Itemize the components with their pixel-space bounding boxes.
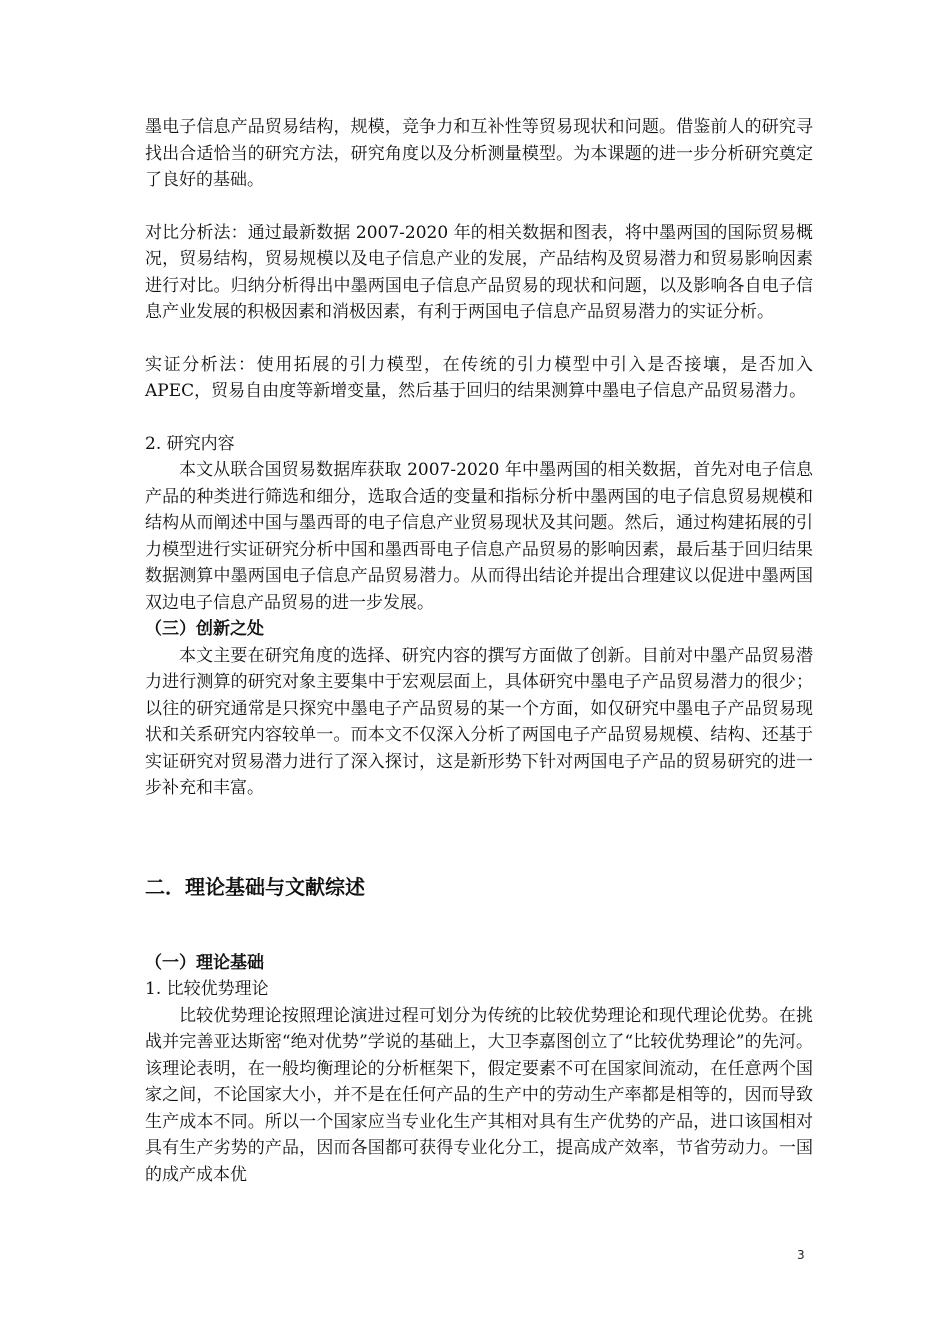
paragraph-comparative-analysis: 对比分析法：通过最新数据 2007-2020 年的相关数据和图表，将中墨两国的国际贸易概况，贸易结构，贸易规模以及电子信息产业的发展，产品结构及贸易潜力和贸易影响因素进行对比。归纳分析得出中墨两国电子信息产品贸易的现状和问题，以及影响各自电子信息产业发展的积极因素和消极因素，有利于两国电子信息产品贸易潜力的实证分析。 (145, 222, 813, 322)
paragraph-empirical-analysis: 实证分析法：使用拓展的引力模型，在传统的引力模型中引入是否接壤，是否加入 APEC，贸易自由度等新增变量，然后基于回归的结果测算中墨电子信息产品贸易潜力。 (145, 354, 813, 401)
paragraph-research-content: 本文从联合国贸易数据库获取 2007-2020 年中墨两国的相关数据，首先对电子信息产品的种类进行筛选和细分，选取合适的变量和指标分析中墨两国的电子信息贸易规模和结构从而阐述中国与墨西哥的电子信息产业贸易现状及其问题。然后，通过构建拓展的引力模型进行实证研究分析中国和墨西哥电子信息产品贸易的影响因素，最后基于回归结果数据测算中墨两国电子信息产品贸易潜力。从而得出结论并提出合理建议以促进中墨两国双边电子信息产品贸易的进一步发展。 (145, 460, 813, 613)
heading-innovation: （三）创新之处 (145, 619, 264, 639)
heading-theory-basis: （一）理论基础 (145, 952, 264, 973)
paragraph-comparative-advantage: 比较优势理论按照理论演进过程可划分为传统的比较优势理论和现代理论优势。在挑战并完善亚达斯密“绝对优势”学说的基础上，大卫李嘉图创立了“比较优势理论”的先河。该理论表明，在一般均衡理论的分析框架下，假定要素不可在国家间流动，在任意两个国家之间，不论国家大小，并不是在任何产品的生产中的劳动生产率都是相等的，因而导致生产成本不同。所以一个国家应当专业化生产其相对具有生产优势的产品，进口该国相对具有生产劣势的产品，因而各国都可获得专业化分工，提高成产效率，节省劳动力。一国的成产成本优 (145, 1005, 813, 1185)
paragraph-gap (145, 194, 813, 220)
paragraph-intro: 墨电子信息产品贸易结构，规模，竞争力和互补性等贸易现状和问题。借鉴前人的研究寻找出合适恰当的研究方法，研究角度以及分析测量模型。为本课题的进一步分析研究奠定了良好的基础。 (145, 117, 813, 190)
section-gap (145, 902, 813, 950)
page-number: 3 (797, 1248, 805, 1262)
paragraph-innovation: 本文主要在研究角度的选择、研究内容的撰写方面做了创新。目前对中墨产品贸易潜力进行测算的研究对象主要集中于宏观层面上，具体研究中墨电子产品贸易潜力的很少；以往的研究通常是只探究中墨电子产品贸易的某一个方面，如仅研究中墨电子产品贸易现状和关系研究内容较单一。而本文不仅深入分析了两国电子产品贸易规模、结构、还基于实证研究对贸易潜力进行了深入探讨，这是新形势下针对两国电子产品的贸易研究的进一步补充和丰富。 (145, 645, 813, 798)
heading-research-content: 2. 研究内容 (145, 433, 235, 454)
chapter-heading: 二．理论基础与文献综述 (145, 874, 365, 899)
section-gap (145, 802, 813, 872)
paragraph-gap (145, 326, 813, 352)
heading-comparative-advantage: 1. 比较优势理论 (145, 979, 269, 999)
page-body (145, 114, 813, 1188)
paragraph-gap (145, 405, 813, 431)
